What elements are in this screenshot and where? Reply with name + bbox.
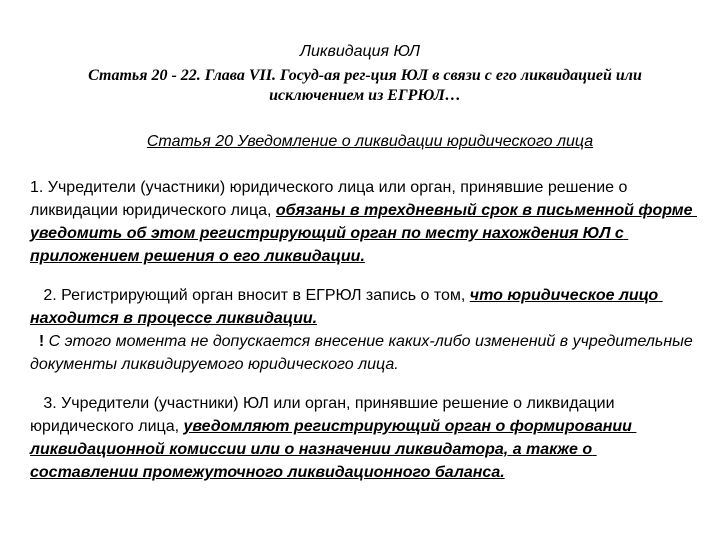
paragraph-3 <box>30 392 698 484</box>
paragraph-2-note: С этого момента не допускается внесение каких-либо изменений в учредительные документы ликвидируемого юридического лица. <box>30 333 698 373</box>
paragraph-2-emphasis: что юридическое лицо находится в процессе ликвидации. <box>30 287 663 327</box>
slide-subtitle: Статья 20 - 22. Глава VII. Госуд-ая рег-ция ЮЛ в связи с его ликвидацией или исключением из ЕГРЮЛ… <box>88 67 642 104</box>
slide-title: Ликвидация ЮЛ <box>300 43 420 60</box>
paragraph-2 <box>30 284 698 376</box>
paragraph-2-mark: ! <box>38 333 45 350</box>
paragraph-3-emphasis: уведомляют регистрирующий орган о формировании ликвидационной комиссии или о назначении ликвидатора, а также о составлении промежуточного ликвидационного баланса. <box>30 418 637 481</box>
paragraph-2-text: 2. Регистрирующий орган вносит в ЕГРЮЛ запись о том, <box>30 287 470 304</box>
paragraph-1 <box>30 176 698 268</box>
article-heading: Статья 20 Уведомление о ликвидации юридического лица <box>146 133 594 150</box>
paragraph-1-emphasis: обязаны в трехдневный срок в письменной форме уведомить об этом регистрирующий орган по месту нахождения ЮЛ с приложением решения о его ликвидации. <box>30 202 697 265</box>
paragraph-3-text: 3. Учредители (участники) ЮЛ или орган, принявшие решение о ликвидации юридического лица, <box>30 395 619 435</box>
paragraph-1-text: 1. Учредители (участники) юридического лица или орган, принявшие решение о ликвидации юридического лица, <box>30 179 632 219</box>
